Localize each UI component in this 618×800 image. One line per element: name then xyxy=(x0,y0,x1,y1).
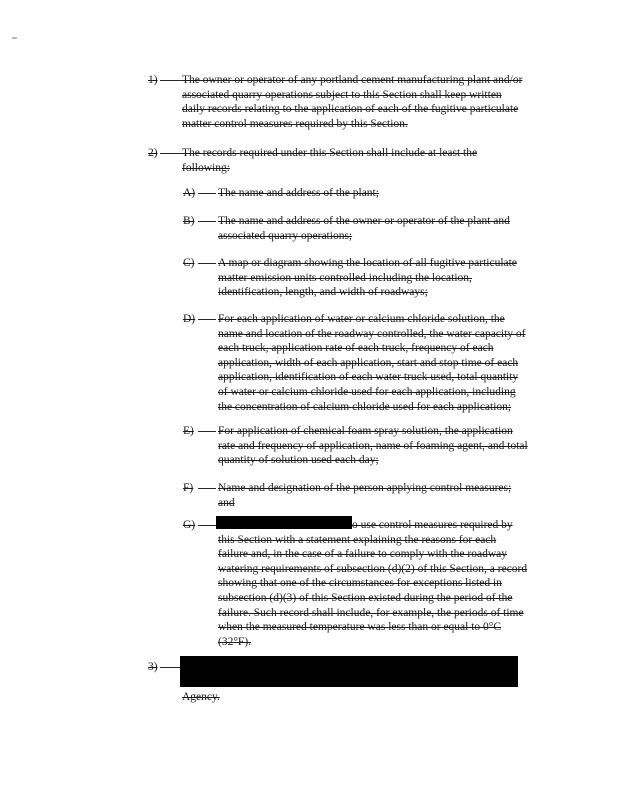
subitem-text: A map or diagram showing the location of all fugitive particulate matter emission units controlled including the location, identification, length, and width of roadways; xyxy=(218,257,517,299)
section-text: The owner or operator of any portland cement manufacturing plant and/or associated quarry operations subject to this Section shall keep written daily records relating to the application of each of the fugitive particulate matter control measures required by this Section. xyxy=(182,74,523,130)
subitem-letter: A) xyxy=(183,187,196,199)
subitem-letter: D) xyxy=(183,313,196,325)
section-number: 1) xyxy=(148,74,158,86)
section-text: The records required under this Section shall include at least the following: xyxy=(182,147,478,174)
section-text: Agency. xyxy=(182,691,220,703)
redaction-bar xyxy=(180,656,518,687)
subitem-letter: G) xyxy=(183,519,196,531)
subitem-letter: C) xyxy=(183,257,195,269)
leader-dash xyxy=(160,80,182,81)
subitem-text: Name and designation of the person applying control measures; and xyxy=(218,482,512,509)
subitem-letter: B) xyxy=(183,215,195,227)
scan-speck xyxy=(12,37,17,39)
subitem-text: For application of chemical foam spray solution, the application rate and frequency of application, name of foaming agent, and total quantity of solution used each day; xyxy=(218,425,528,467)
leader-dash xyxy=(198,319,216,320)
leader-dash xyxy=(198,525,216,526)
leader-dash xyxy=(198,221,216,222)
leader-dash xyxy=(160,153,182,154)
subitem-text: o use control measures required by this Section with a statement explaining the reasons for each failure and, in the case of a failure to comply with the roadway watering requirements of subsection (d)(2) of this Section, a record showing that one of the circumstances for exceptions listed in subsection (d)(3) of this Section existed during the period of the failure. Such record shall include, for example, the periods of time when the measured temperature was less than or equal to 0°C (32°F). xyxy=(218,519,528,648)
subitem-letter: F) xyxy=(183,482,194,494)
leader-dash xyxy=(198,193,216,194)
leader-dash xyxy=(198,431,216,432)
leader-dash xyxy=(198,488,216,489)
leader-dash xyxy=(198,263,216,264)
subitem-text: The name and address of the owner or operator of the plant and associated quarry operations; xyxy=(218,215,510,242)
subitem-text: For each application of water or calcium chloride solution, the name and location of the roadway controlled, the water capacity of each truck, application rate of each truck, frequency of each application, width of each application, start and stop time of each application, identification of each water truck used, total quantity of water or calcium chloride used for each application, including the concentration of calcium chloride used for each application; xyxy=(218,313,526,413)
subitem-text: The name and address of the plant; xyxy=(218,187,379,199)
leader-dash xyxy=(160,667,182,668)
section-number: 3) xyxy=(148,661,158,673)
section-number: 2) xyxy=(148,147,158,159)
subitem-letter: E) xyxy=(183,425,194,437)
